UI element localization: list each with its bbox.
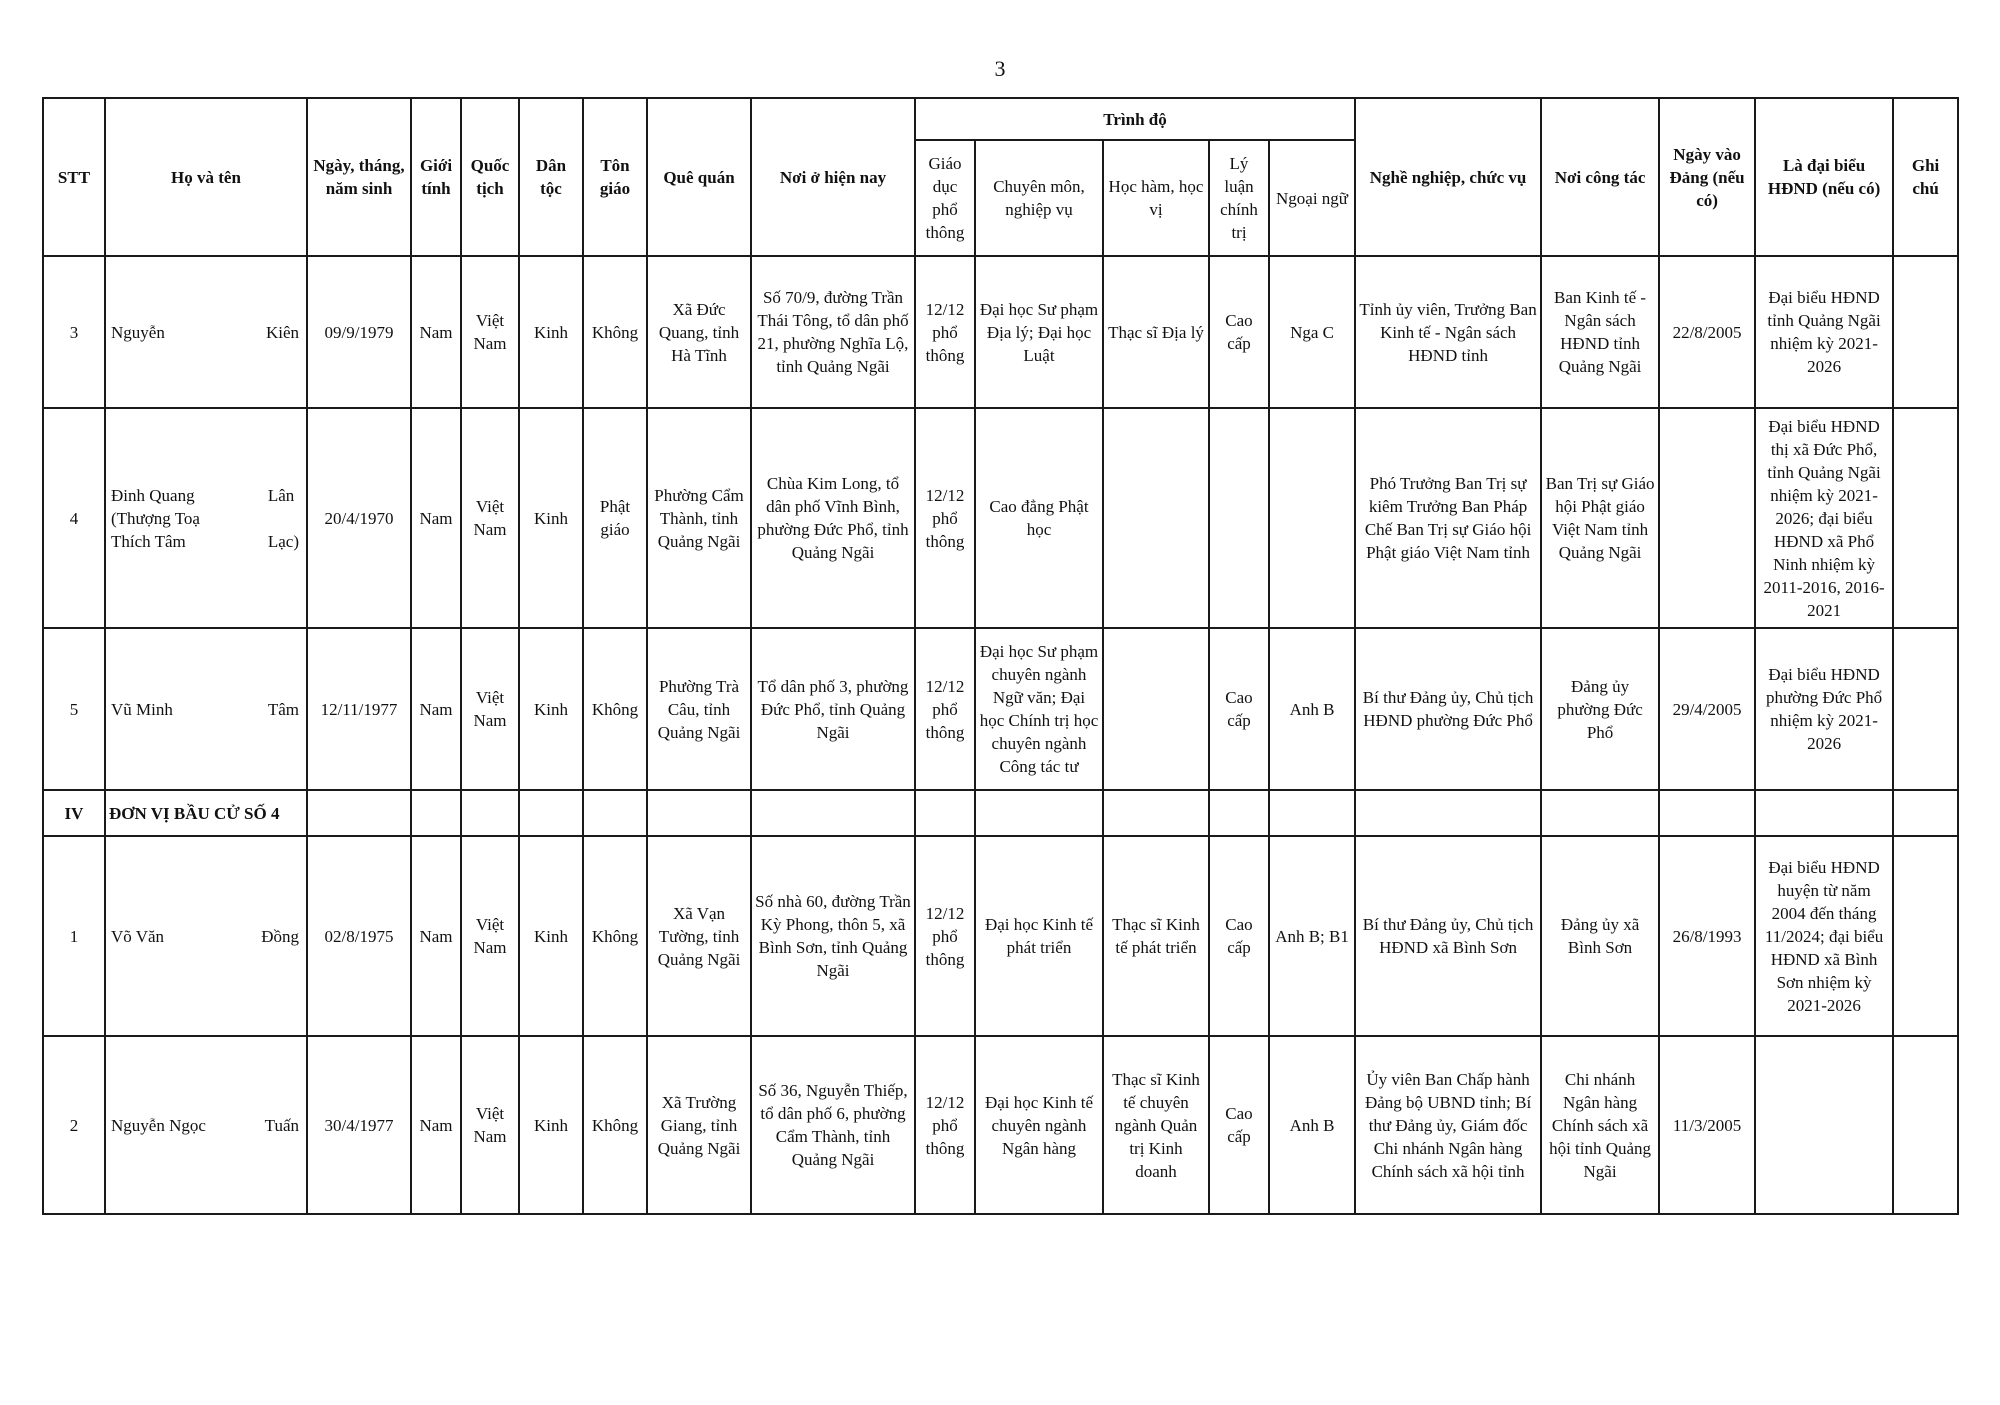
cell-occupation: Phó Trưởng Ban Trị sự kiêm Trưởng Ban Pháp Chế Ban Trị sự Giáo hội Phật giáo Việt Nam tỉnh bbox=[1355, 408, 1541, 628]
cell-ethnicity: Kinh bbox=[519, 408, 583, 628]
empty-cell bbox=[1269, 790, 1355, 836]
cell-degree: Thạc sĩ Kinh tế chuyên ngành Quản trị Kinh doanh bbox=[1103, 1036, 1209, 1214]
header-specialty: Chuyên môn, nghiệp vụ bbox=[975, 140, 1103, 256]
header-nationality: Quốc tịch bbox=[461, 98, 519, 256]
cell-stt: 1 bbox=[43, 836, 105, 1036]
header-political-theory: Lý luận chính trị bbox=[1209, 140, 1269, 256]
cell-language: Nga C bbox=[1269, 256, 1355, 408]
cell-residence: Số nhà 60, đường Trần Kỳ Phong, thôn 5, xã Bình Sơn, tỉnh Quảng Ngãi bbox=[751, 836, 915, 1036]
cell-delegate: Đại biểu HĐND tỉnh Quảng Ngãi nhiệm kỳ 2021-2026 bbox=[1755, 256, 1893, 408]
cell-degree bbox=[1103, 628, 1209, 790]
cell-stt: 4 bbox=[43, 408, 105, 628]
header-occupation: Nghề nghiệp, chức vụ bbox=[1355, 98, 1541, 256]
cell-stt: 5 bbox=[43, 628, 105, 790]
empty-cell bbox=[1755, 790, 1893, 836]
cell-stt: 3 bbox=[43, 256, 105, 408]
table-row bbox=[43, 256, 1958, 408]
cell-language: Anh B; B1 bbox=[1269, 836, 1355, 1036]
cell-religion: Phật giáo bbox=[583, 408, 647, 628]
cell-dob: 30/4/1977 bbox=[307, 1036, 411, 1214]
name-given: Tâm bbox=[267, 699, 299, 719]
cell-ethnicity: Kinh bbox=[519, 836, 583, 1036]
header-hometown: Quê quán bbox=[647, 98, 751, 256]
cell-nationality: Việt Nam bbox=[461, 628, 519, 790]
empty-cell bbox=[647, 790, 751, 836]
cell-party-date: 29/4/2005 bbox=[1659, 628, 1755, 790]
cell-hometown: Xã Trường Giang, tỉnh Quảng Ngãi bbox=[647, 1036, 751, 1214]
cell-delegate bbox=[1755, 1036, 1893, 1214]
cell-political-theory: Cao cấp bbox=[1209, 628, 1269, 790]
header-general-edu: Giáo dục phổ thông bbox=[915, 140, 975, 256]
cell-language: Anh B bbox=[1269, 1036, 1355, 1214]
name-family: Đinh Quang (Thượng Toạ Thích Tâm bbox=[111, 485, 200, 551]
header-name: Họ và tên bbox=[105, 98, 307, 256]
table-row bbox=[43, 408, 1958, 628]
cell-ethnicity: Kinh bbox=[519, 1036, 583, 1214]
cell-specialty: Cao đẳng Phật học bbox=[975, 408, 1103, 628]
cell-workplace: Ban Kinh tế - Ngân sách HĐND tỉnh Quảng Ngãi bbox=[1541, 256, 1659, 408]
cell-degree: Thạc sĩ Địa lý bbox=[1103, 256, 1209, 408]
cell-occupation: Bí thư Đảng ủy, Chủ tịch HĐND phường Đức Phổ bbox=[1355, 628, 1541, 790]
empty-cell bbox=[1209, 790, 1269, 836]
section-label: ĐƠN VỊ BẦU CỬ SỐ 4 bbox=[105, 790, 307, 836]
cell-language bbox=[1269, 408, 1355, 628]
cell-language: Anh B bbox=[1269, 628, 1355, 790]
cell-name bbox=[105, 628, 307, 790]
header-ethnicity: Dân tộc bbox=[519, 98, 583, 256]
empty-cell bbox=[915, 790, 975, 836]
header-workplace: Nơi công tác bbox=[1541, 98, 1659, 256]
cell-political-theory: Cao cấp bbox=[1209, 836, 1269, 1036]
empty-cell bbox=[1541, 790, 1659, 836]
cell-religion: Không bbox=[583, 256, 647, 408]
empty-cell bbox=[751, 790, 915, 836]
cell-dob: 12/11/1977 bbox=[307, 628, 411, 790]
cell-party-date: 26/8/1993 bbox=[1659, 836, 1755, 1036]
cell-stt: 2 bbox=[43, 1036, 105, 1214]
cell-gender: Nam bbox=[411, 1036, 461, 1214]
cell-delegate: Đại biểu HĐND thị xã Đức Phổ, tỉnh Quảng Ngãi nhiệm kỳ 2021-2026; đại biểu HĐND xã Phổ Ninh nhiệm kỳ 2011-2016, 2016-2021 bbox=[1755, 408, 1893, 628]
cell-dob: 02/8/1975 bbox=[307, 836, 411, 1036]
cell-political-theory bbox=[1209, 408, 1269, 628]
cell-occupation: Bí thư Đảng ủy, Chủ tịch HĐND xã Bình Sơn bbox=[1355, 836, 1541, 1036]
table-header bbox=[43, 98, 1958, 256]
cell-political-theory: Cao cấp bbox=[1209, 1036, 1269, 1214]
cell-residence: Tổ dân phố 3, phường Đức Phổ, tỉnh Quảng Ngãi bbox=[751, 628, 915, 790]
header-education-group: Trình độ bbox=[915, 98, 1355, 140]
name-given: Lân Lạc) bbox=[267, 485, 299, 551]
cell-party-date: 11/3/2005 bbox=[1659, 1036, 1755, 1214]
cell-delegate: Đại biểu HĐND huyện từ năm 2004 đến tháng 11/2024; đại biểu HĐND xã Bình Sơn nhiệm kỳ 2021-2026 bbox=[1755, 836, 1893, 1036]
cell-hometown: Xã Đức Quang, tỉnh Hà Tĩnh bbox=[647, 256, 751, 408]
cell-specialty: Đại học Sư phạm chuyên ngành Ngữ văn; Đại học Chính trị học chuyên ngành Công tác tư bbox=[975, 628, 1103, 790]
empty-cell bbox=[519, 790, 583, 836]
cell-workplace: Ban Trị sự Giáo hội Phật giáo Việt Nam tỉnh Quảng Ngãi bbox=[1541, 408, 1659, 628]
name-family: Võ Văn bbox=[111, 926, 165, 946]
cell-name bbox=[105, 1036, 307, 1214]
candidate-table bbox=[42, 97, 1959, 1215]
cell-nationality: Việt Nam bbox=[461, 256, 519, 408]
section-row bbox=[43, 790, 1958, 836]
cell-specialty: Đại học Kinh tế chuyên ngành Ngân hàng bbox=[975, 1036, 1103, 1214]
table-body bbox=[43, 256, 1958, 1214]
cell-note bbox=[1893, 628, 1958, 790]
cell-hometown: Phường Cẩm Thành, tỉnh Quảng Ngãi bbox=[647, 408, 751, 628]
cell-ethnicity: Kinh bbox=[519, 628, 583, 790]
cell-nationality: Việt Nam bbox=[461, 408, 519, 628]
empty-cell bbox=[975, 790, 1103, 836]
cell-nationality: Việt Nam bbox=[461, 836, 519, 1036]
cell-name bbox=[105, 408, 307, 628]
cell-workplace: Đảng ủy phường Đức Phổ bbox=[1541, 628, 1659, 790]
cell-occupation: Ủy viên Ban Chấp hành Đảng bộ UBND tỉnh; Bí thư Đảng ủy, Giám đốc Chi nhánh Ngân hàng Chính sách xã hội tỉnh bbox=[1355, 1036, 1541, 1214]
cell-note bbox=[1893, 408, 1958, 628]
cell-general-edu: 12/12 phổ thông bbox=[915, 628, 975, 790]
header-dob: Ngày, tháng, năm sinh bbox=[307, 98, 411, 256]
empty-cell bbox=[1103, 790, 1209, 836]
empty-cell bbox=[307, 790, 411, 836]
cell-religion: Không bbox=[583, 628, 647, 790]
cell-gender: Nam bbox=[411, 256, 461, 408]
header-language: Ngoại ngữ bbox=[1269, 140, 1355, 256]
cell-workplace: Chi nhánh Ngân hàng Chính sách xã hội tỉnh Quảng Ngãi bbox=[1541, 1036, 1659, 1214]
cell-religion: Không bbox=[583, 836, 647, 1036]
cell-specialty: Đại học Sư phạm Địa lý; Đại học Luật bbox=[975, 256, 1103, 408]
header-gender: Giới tính bbox=[411, 98, 461, 256]
cell-note bbox=[1893, 836, 1958, 1036]
cell-note bbox=[1893, 1036, 1958, 1214]
header-religion: Tôn giáo bbox=[583, 98, 647, 256]
cell-gender: Nam bbox=[411, 408, 461, 628]
header-party-date: Ngày vào Đảng (nếu có) bbox=[1659, 98, 1755, 256]
cell-specialty: Đại học Kinh tế phát triển bbox=[975, 836, 1103, 1036]
cell-gender: Nam bbox=[411, 836, 461, 1036]
empty-cell bbox=[1893, 790, 1958, 836]
header-degree: Học hàm, học vị bbox=[1103, 140, 1209, 256]
table-row bbox=[43, 836, 1958, 1036]
cell-party-date bbox=[1659, 408, 1755, 628]
empty-cell bbox=[461, 790, 519, 836]
empty-cell bbox=[583, 790, 647, 836]
cell-residence: Chùa Kim Long, tổ dân phố Vĩnh Bình, phường Đức Phổ, tỉnh Quảng Ngãi bbox=[751, 408, 915, 628]
section-stt: IV bbox=[43, 790, 105, 836]
cell-religion: Không bbox=[583, 1036, 647, 1214]
cell-dob: 09/9/1979 bbox=[307, 256, 411, 408]
table-row bbox=[43, 1036, 1958, 1214]
cell-delegate: Đại biểu HĐND phường Đức Phổ nhiệm kỳ 2021-2026 bbox=[1755, 628, 1893, 790]
cell-general-edu: 12/12 phổ thông bbox=[915, 256, 975, 408]
cell-political-theory: Cao cấp bbox=[1209, 256, 1269, 408]
cell-general-edu: 12/12 phổ thông bbox=[915, 408, 975, 628]
cell-hometown: Phường Trà Câu, tỉnh Quảng Ngãi bbox=[647, 628, 751, 790]
name-family: Nguyễn bbox=[111, 322, 165, 342]
cell-dob: 20/4/1970 bbox=[307, 408, 411, 628]
cell-residence: Số 70/9, đường Trần Thái Tông, tổ dân phố 21, phường Nghĩa Lộ, tỉnh Quảng Ngãi bbox=[751, 256, 915, 408]
cell-gender: Nam bbox=[411, 628, 461, 790]
cell-name bbox=[105, 836, 307, 1036]
name-given: Kiên bbox=[265, 322, 299, 342]
name-given: Tuấn bbox=[264, 1115, 299, 1135]
name-given: Đồng bbox=[261, 926, 299, 946]
cell-general-edu: 12/12 phổ thông bbox=[915, 1036, 975, 1214]
cell-degree: Thạc sĩ Kinh tế phát triển bbox=[1103, 836, 1209, 1036]
page-number: 3 bbox=[994, 56, 1006, 81]
cell-ethnicity: Kinh bbox=[519, 256, 583, 408]
cell-nationality: Việt Nam bbox=[461, 1036, 519, 1214]
cell-hometown: Xã Vạn Tường, tỉnh Quảng Ngãi bbox=[647, 836, 751, 1036]
empty-cell bbox=[411, 790, 461, 836]
empty-cell bbox=[1659, 790, 1755, 836]
cell-occupation: Tỉnh ủy viên, Trưởng Ban Kinh tế - Ngân sách HĐND tỉnh bbox=[1355, 256, 1541, 408]
cell-residence: Số 36, Nguyễn Thiếp, tổ dân phố 6, phường Cẩm Thành, tỉnh Quảng Ngãi bbox=[751, 1036, 915, 1214]
header-note: Ghi chú bbox=[1893, 98, 1958, 256]
cell-note bbox=[1893, 256, 1958, 408]
cell-party-date: 22/8/2005 bbox=[1659, 256, 1755, 408]
cell-name bbox=[105, 256, 307, 408]
header-delegate: Là đại biểu HĐND (nếu có) bbox=[1755, 98, 1893, 256]
table-row bbox=[43, 628, 1958, 790]
cell-workplace: Đảng ủy xã Bình Sơn bbox=[1541, 836, 1659, 1036]
cell-general-edu: 12/12 phổ thông bbox=[915, 836, 975, 1036]
empty-cell bbox=[1355, 790, 1541, 836]
name-family: Vũ Minh bbox=[111, 699, 173, 719]
name-family: Nguyễn Ngọc bbox=[111, 1115, 206, 1135]
header-stt: STT bbox=[43, 98, 105, 256]
header-residence: Nơi ở hiện nay bbox=[751, 98, 915, 256]
cell-degree bbox=[1103, 408, 1209, 628]
